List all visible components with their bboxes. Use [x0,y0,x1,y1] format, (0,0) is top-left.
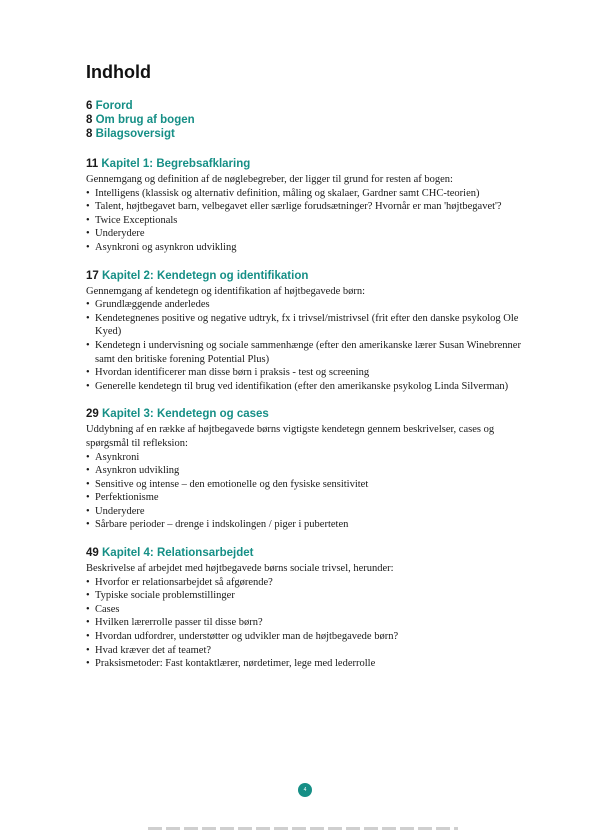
chapter-page: 17 [86,269,99,282]
toc-page [86,62,526,685]
list-item: • Perfektionisme [86,491,526,505]
list-item: • Hvorfor er relationsarbejdet så afgørende? [86,576,526,590]
chapter-topic-list [86,298,526,393]
chapter-description: Uddybning af en række af højtbegavede børns vigtigste kendetegn gennem beskrivelser, cases og spørgsmål til refleksion: [86,424,495,449]
list-item: • Kendetegn i undervisning og sociale sammenhænge (efter den amerikanske lærer Susan Winebrenner samt den britiske forening Potential Plus) [86,339,526,366]
chapter-page: 11 [86,158,99,170]
front-matter-page: 8 [86,114,93,126]
chapter-3-section [86,407,526,532]
chapter-title: Kapitel 2: Kendetegn og identifikation [102,269,309,282]
chapter-description: Gennemgang af kendetegn og identifikation af højtbegavede børn: [86,285,366,297]
chapter-heading [86,157,526,172]
list-item: • Kendetegnenes positive og negative udtryk, fx i trivsel/mistrivsel (frit efter den danske psykolog Ole Kyed) [86,312,526,339]
list-item: • Praksismetoder: Fast kontaktlærer, nørdetimer, lege med lederrolle [86,657,526,671]
front-matter-page: 8 [86,128,93,140]
list-item: • Generelle kendetegn til brug ved identifikation (efter den amerikanske psykolog Linda Silverman) [86,380,526,394]
list-item: • Underydere [86,505,526,519]
list-item: • Talent, højtbegavet barn, velbegavet eller særlige forudsætninger? Hvornår er man 'højtbegavet'? [86,200,526,214]
chapter-title: Kapitel 3: Kendetegn og cases [102,408,269,421]
list-item: • Asynkron udvikling [86,464,526,478]
chapter-page: 29 [86,408,99,421]
list-item: • Hvordan udfordrer, understøtter og udvikler man de højtbegavede børn? [86,630,526,644]
list-item: • Underydere [86,227,526,241]
front-matter-title: Om brug af bogen [95,114,195,126]
list-item: • Hvordan identificerer man disse børn i praksis - test og screening [86,366,526,380]
list-item: • Cases [86,603,526,617]
chapter-description: Gennemgang og definition af de nøglebegreber, der ligger til grund for resten af bogen: [86,174,453,185]
list-item: • Twice Exceptionals [86,214,526,228]
chapter-4-section [86,546,526,671]
chapter-title: Kapitel 4: Relationsarbejdet [102,547,254,560]
chapter-2-section [86,269,526,394]
front-matter-item [86,99,526,113]
list-item: • Sensitive og intense – den emotionelle og den fysiske sensitivitet [86,478,526,492]
list-item: • Typiske sociale problemstillinger [86,589,526,603]
chapter-heading [86,269,526,284]
list-item: • Sårbare perioder – drenge i indskolingen / piger i puberteten [86,518,526,532]
toc-heading: Indhold [86,62,151,82]
front-matter-title: Forord [95,100,133,112]
list-item: • Intelligens (klassisk og alternativ definition, måling og skalaer, Gardner samt CHC-teorien) [86,187,526,201]
front-matter-item [86,113,526,127]
chapter-topic-list [86,576,526,671]
chapter-heading [86,546,526,561]
list-item: • Grundlæggende anderledes [86,298,526,312]
front-matter-item [86,127,526,141]
page-number-badge: 4 [298,783,312,797]
footer-divider [148,827,458,830]
chapter-topic-list [86,187,526,255]
list-item: • Hvad kræver det af teamet? [86,644,526,658]
list-item: • Asynkroni og asynkron udvikling [86,241,526,255]
chapter-page: 49 [86,547,99,560]
front-matter-title: Bilagsoversigt [95,128,175,140]
chapter-title: Kapitel 1: Begrebsafklaring [101,158,251,170]
front-matter-list [86,99,526,141]
list-item: • Hvilken lærerrolle passer til disse børn? [86,616,526,630]
front-matter-page: 6 [86,100,93,112]
chapter-1-section [86,157,526,255]
list-item: • Asynkroni [86,451,526,465]
chapter-topic-list [86,451,526,533]
chapter-description: Beskrivelse af arbejdet med højtbegavede børns sociale trivsel, herunder: [86,563,394,575]
chapter-heading [86,407,526,422]
